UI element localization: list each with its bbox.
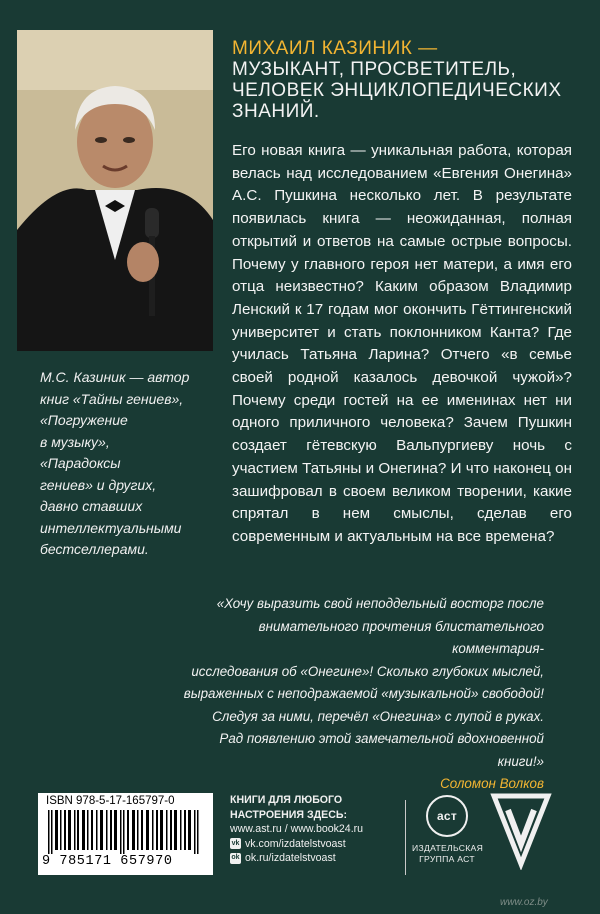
caption-line: интеллектуальными xyxy=(40,519,182,536)
ok-icon: ok xyxy=(230,853,241,864)
quote-line: «Хочу выразить свой неподдельный восторг после xyxy=(216,596,544,611)
barcode-block xyxy=(38,793,213,875)
author-role-line-1: МУЗЫКАНТ, ПРОСВЕТИТЕЛЬ, xyxy=(232,59,517,80)
quote-line: выраженных с неподражаемой «музыкальной» свободой! xyxy=(183,686,544,701)
publisher-info xyxy=(230,793,400,866)
author-photo xyxy=(17,30,213,351)
review-quote xyxy=(172,593,544,796)
website-links[interactable]: www.ast.ru / www.book24.ru xyxy=(230,823,364,835)
quote-line: исследования об «Онегине»! Сколько глубоких мыслей, xyxy=(191,663,544,679)
quote-line: Рад появлению этой замечательной вдохновенной книги!» xyxy=(219,731,544,769)
vk-link[interactable] xyxy=(230,837,400,852)
book-description: Его новая книга — уникальная работа, которая велась над исследованием «Евгения Онегина» А.С. Пушкина несколько лет. В результате появилась книга — неожиданная, полная открытий и ответов на самые острые вопросы. Почему у главного героя нет матери, а имя его отца неизвестно? Каким образом Владимир Ленский к 17 годам мог окончить Гёттингенский университет и стать поклонником Канта? Где училась Татьяна Ларина? Отчего «в семье своей родной казалось девочкой чужой»? Почему среди гостей на ее именинах нет ни одного приличного человека? Зачем Пушкин создает гётевскую Вальпургиеву ночь с участием Татьяны и Онегина? И что наконец он зашифровал в своем великом творении, какие спрятал в нем смыслы, сделав его современным и актуальным на все времена? xyxy=(232,142,572,545)
ok-link[interactable] xyxy=(230,851,400,866)
vk-icon: vk xyxy=(230,838,241,849)
quote-author: Соломон Волков xyxy=(440,776,544,791)
caption-line: «Погружение xyxy=(40,412,128,428)
author-role-line-3: ЗНАНИЙ. xyxy=(232,101,320,122)
isbn-text: ISBN 978-5-17-165797-0 xyxy=(46,795,175,807)
info-heading-1: КНИГИ ДЛЯ ЛЮБОГО xyxy=(230,794,343,806)
barcode-bars xyxy=(46,810,206,854)
caption-line: бестселлерами. xyxy=(40,541,149,557)
ok-link-text: ok.ru/izdatelstvoast xyxy=(245,852,336,864)
divider xyxy=(405,800,406,875)
info-heading-2: НАСТРОЕНИЯ ЗДЕСЬ: xyxy=(230,808,347,821)
quote-line: Следуя за ними, перечёл «Онегина» с лупой в руках. xyxy=(212,708,544,724)
author-name: МИХАИЛ КАЗИНИК — xyxy=(232,38,438,59)
vk-link-text: vk.com/izdatelstvoast xyxy=(245,837,346,850)
caption-line: давно ставших xyxy=(40,498,143,514)
photo-caption xyxy=(40,367,210,561)
ast-logo-icon xyxy=(426,795,468,837)
quote-line: внимательного прочтения блистательного комментария- xyxy=(258,618,544,656)
author-role-line-2: ЧЕЛОВЕК ЭНЦИКЛОПЕДИЧЕСКИХ xyxy=(232,80,562,101)
publisher-line-1: ИЗДАТЕЛЬСКАЯ xyxy=(412,843,484,853)
caption-line: гениев» и других, xyxy=(40,476,157,493)
publisher-line-2: ГРУППА АСТ xyxy=(419,853,475,864)
caption-line: в музыку», xyxy=(40,433,110,450)
v-logo-icon xyxy=(490,790,552,870)
barcode-digits: 9 785171 657970 xyxy=(42,854,173,869)
caption-line: «Парадоксы xyxy=(40,455,121,471)
author-heading xyxy=(232,38,572,122)
ast-logo-text: аст xyxy=(436,808,458,823)
caption-line: М.С. Казиник — автор xyxy=(40,369,190,385)
publisher-logo-block xyxy=(412,795,482,864)
caption-line: книг «Тайны гениев», xyxy=(40,390,184,407)
watermark: www.oz.by xyxy=(500,897,548,908)
